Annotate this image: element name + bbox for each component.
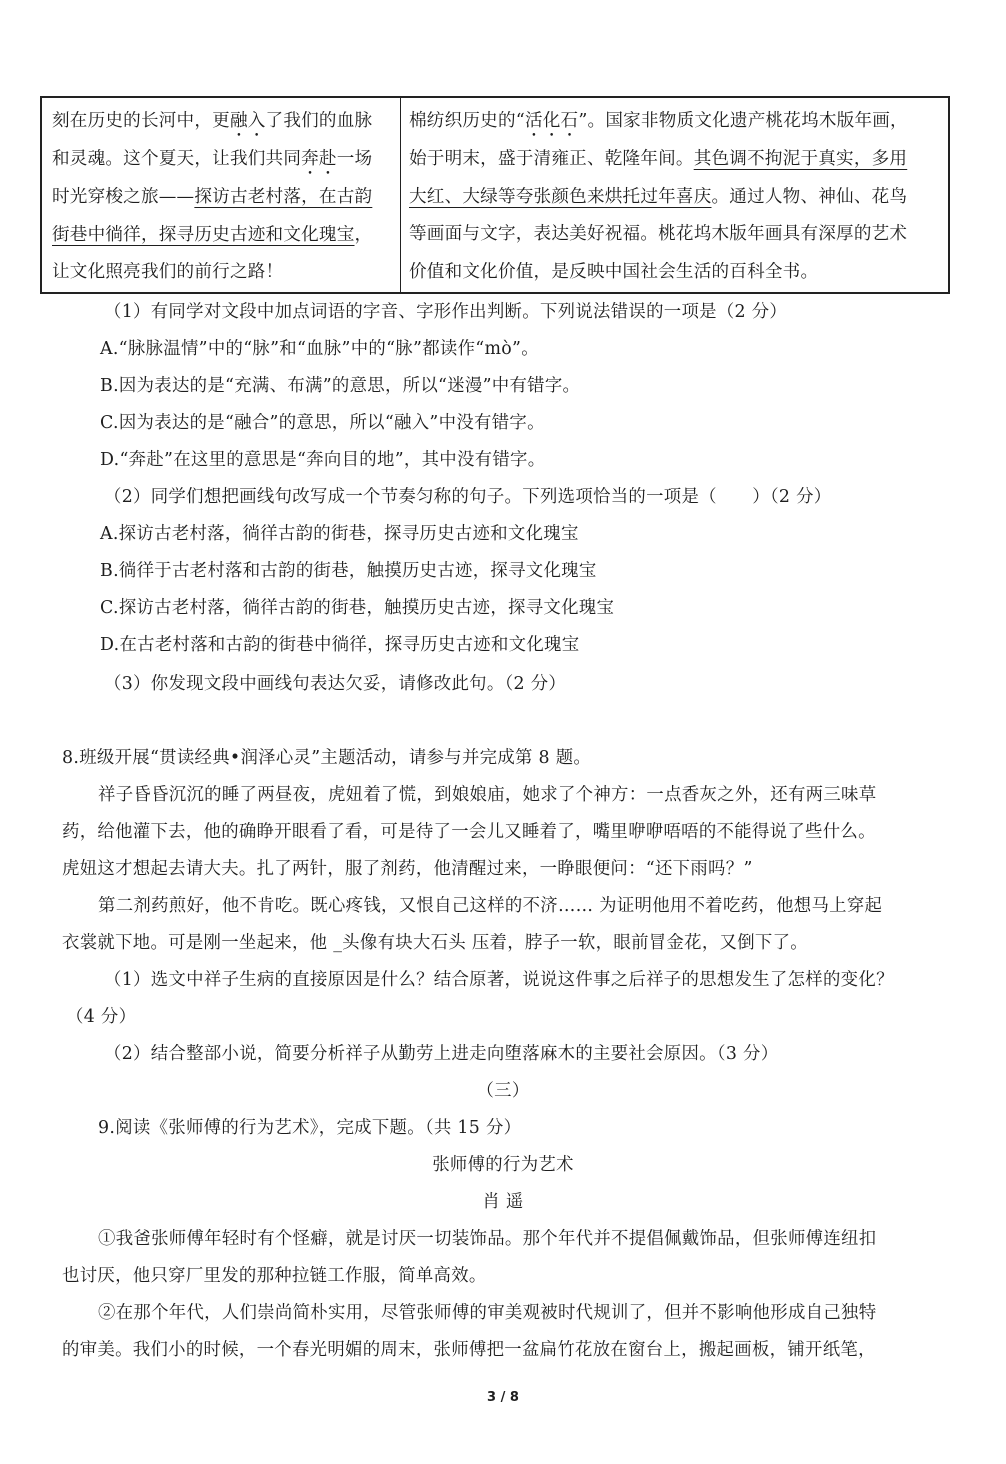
text-span: 。通过人物、神仙、花鸟	[711, 186, 908, 207]
q8-sub1-points: （4 分）	[66, 1007, 137, 1027]
passage-left-column	[42, 98, 401, 292]
q7-sub2-option-a: A.探访古老村落，徜徉古韵的街巷，探寻历史古迹和文化瑰宝	[100, 524, 579, 544]
page-number: 3 / 8	[487, 1390, 519, 1405]
text-span: 始于明末，盛于清雍正、乾隆年间。	[409, 149, 694, 169]
q7-sub2-option-b: B.徜徉于古老村落和古韵的街巷，触摸历史古迹，探寻文化瑰宝	[100, 561, 597, 581]
underlined-sentence: 其色调不拘泥于真实，多用	[693, 149, 908, 169]
text-span: 等画面与文字，表达美好祝福。桃花坞木版年画具有深厚的艺术	[409, 224, 908, 244]
passage-left-line	[52, 254, 392, 292]
passage-right-line	[409, 179, 940, 217]
text-span: ”。国家非物质文化遗产桃花坞木版年画，	[578, 111, 908, 131]
text-span: 和灵魂。这个夏天，让我们共同	[52, 149, 302, 169]
q7-sub2-option-c: C.探访古老村落，徜徉古韵的街巷，触摸历史古迹，探寻文化瑰宝	[100, 598, 615, 618]
article-title: 张师傅的行为艺术	[432, 1155, 574, 1175]
q8-passage-line: 药，给他灌下去，他的确睁开眼看了看，可是待了一会儿又睡着了，嘴里咿咿唔唔的不能得说了些什么。	[62, 822, 876, 842]
text-span: 了我们的血脉	[265, 111, 373, 131]
q7-sub1-option-a: A.“脉脉温情”中的“脉”和“血脉”中的“脉”都读作“mò”。	[100, 339, 539, 359]
passage-left-line	[52, 179, 392, 217]
text-span: 价值和文化价值，是反映中国社会生活的百科全书。	[409, 261, 819, 282]
q8-passage-line: 衣裳就下地。可是刚一坐起来，他 _头像有块大石头 压着，脖子一软，眼前冒金花，又倒下了。	[62, 933, 808, 953]
dotted-word: 融入	[229, 111, 266, 131]
text-span: ，	[354, 224, 373, 245]
article-paragraph-line: ②在那个年代，人们崇尚简朴实用，尽管张师傅的审美观被时代规训了，但并不影响他形成自己独特	[98, 1303, 877, 1323]
text-span: 让文化照亮我们的前行之路！	[52, 262, 284, 282]
underlined-sentence: 大红、大绿等夸张颜色来烘托过年喜庆	[409, 186, 712, 207]
passage-right-line	[409, 254, 940, 292]
article-paragraph-line: 的审美。我们小的时候，一个春光明媚的周末，张师傅把一盆扁竹花放在窗台上，搬起画板，铺开纸笔，	[62, 1340, 876, 1360]
underlined-sentence: 探访古老村落，在古韵	[194, 187, 373, 207]
dotted-word: 活化石	[524, 111, 579, 131]
article-paragraph-line: ①我爸张师傅年轻时有个怪癖，就是讨厌一切装饰品。那个年代并不提倡佩戴饰品，但张师傅连纽扣	[98, 1229, 877, 1249]
q7-sub2-option-d: D.在古老村落和古韵的街巷中徜徉，探寻历史古迹和文化瑰宝	[100, 635, 580, 655]
dotted-word: 奔赴	[301, 149, 337, 169]
q7-sub1-prompt: （1）有同学对文段中加点词语的字音、字形作出判断。下列说法错误的一项是（2 分）	[104, 302, 788, 322]
q8-sub2-prompt: （2）结合整部小说，简要分析祥子从勤劳上进走向堕落麻木的主要社会原因。（3 分）	[104, 1044, 779, 1064]
text-span: 棉纺织历史的“	[409, 111, 525, 131]
passage-right-line	[409, 103, 940, 141]
passage-right-line	[409, 141, 940, 179]
q8-passage-line: 祥子昏昏沉沉的睡了两昼夜，虎妞着了慌，到娘娘庙，她求了个神方：一点香灰之外，还有两三味草	[98, 785, 877, 805]
article-paragraph-line: 也讨厌，他只穿厂里发的那种拉链工作服，简单高效。	[62, 1266, 487, 1286]
text-span: 刻在历史的长河中，更	[52, 111, 230, 131]
passage-left-line	[52, 217, 392, 255]
passage-box	[40, 96, 950, 294]
text-span: 一场	[336, 149, 373, 169]
q7-sub3-prompt: （3）你发现文段中画线句表达欠妥，请修改此句。（2 分）	[104, 674, 567, 694]
passage-left-line	[52, 141, 392, 179]
q8-passage-line: 虎妞这才想起去请大夫。扎了两针，服了剂药，他清醒过来，一睁眼便问：“还下雨吗？”	[62, 859, 753, 879]
q7-sub1-option-d: D.“奔赴”在这里的意思是“奔向目的地”，其中没有错字。	[100, 450, 546, 470]
underlined-sentence: 街巷中徜徉，探寻历史古迹和文化瑰宝	[52, 224, 355, 245]
q7-sub2-prompt: （2）同学们想把画线句改写成一个节奏匀称的句子。下列选项恰当的一项是（ ）（2 分）	[104, 487, 832, 507]
article-author: 肖 遥	[482, 1192, 524, 1212]
passage-right-column	[401, 98, 948, 292]
q9-prompt: 9.阅读《张师傅的行为艺术》，完成下题。（共 15 分）	[98, 1118, 522, 1138]
passage-right-line	[409, 216, 940, 254]
q8-sub1-prompt: （1）选文中祥子生病的直接原因是什么？结合原著，说说这件事之后祥子的思想发生了怎样的变化？	[104, 970, 894, 990]
passage-left-line	[52, 103, 392, 141]
section-heading: （三）	[476, 1081, 530, 1101]
q7-sub1-option-c: C.因为表达的是“融合”的意思，所以“融入”中没有错字。	[100, 413, 545, 433]
q8-title: 8.班级开展“贯读经典•润泽心灵”主题活动，请参与并完成第 8 题。	[62, 748, 592, 768]
q7-sub1-option-b: B.因为表达的是“充满、布满”的意思，所以“迷漫”中有错字。	[100, 376, 581, 396]
text-span: 时光穿梭之旅——	[52, 187, 195, 207]
q8-passage-line: 第二剂药煎好，他不肯吃。既心疼钱，又恨自己这样的不济…… 为证明他用不着吃药，他想马上穿起	[98, 896, 883, 916]
